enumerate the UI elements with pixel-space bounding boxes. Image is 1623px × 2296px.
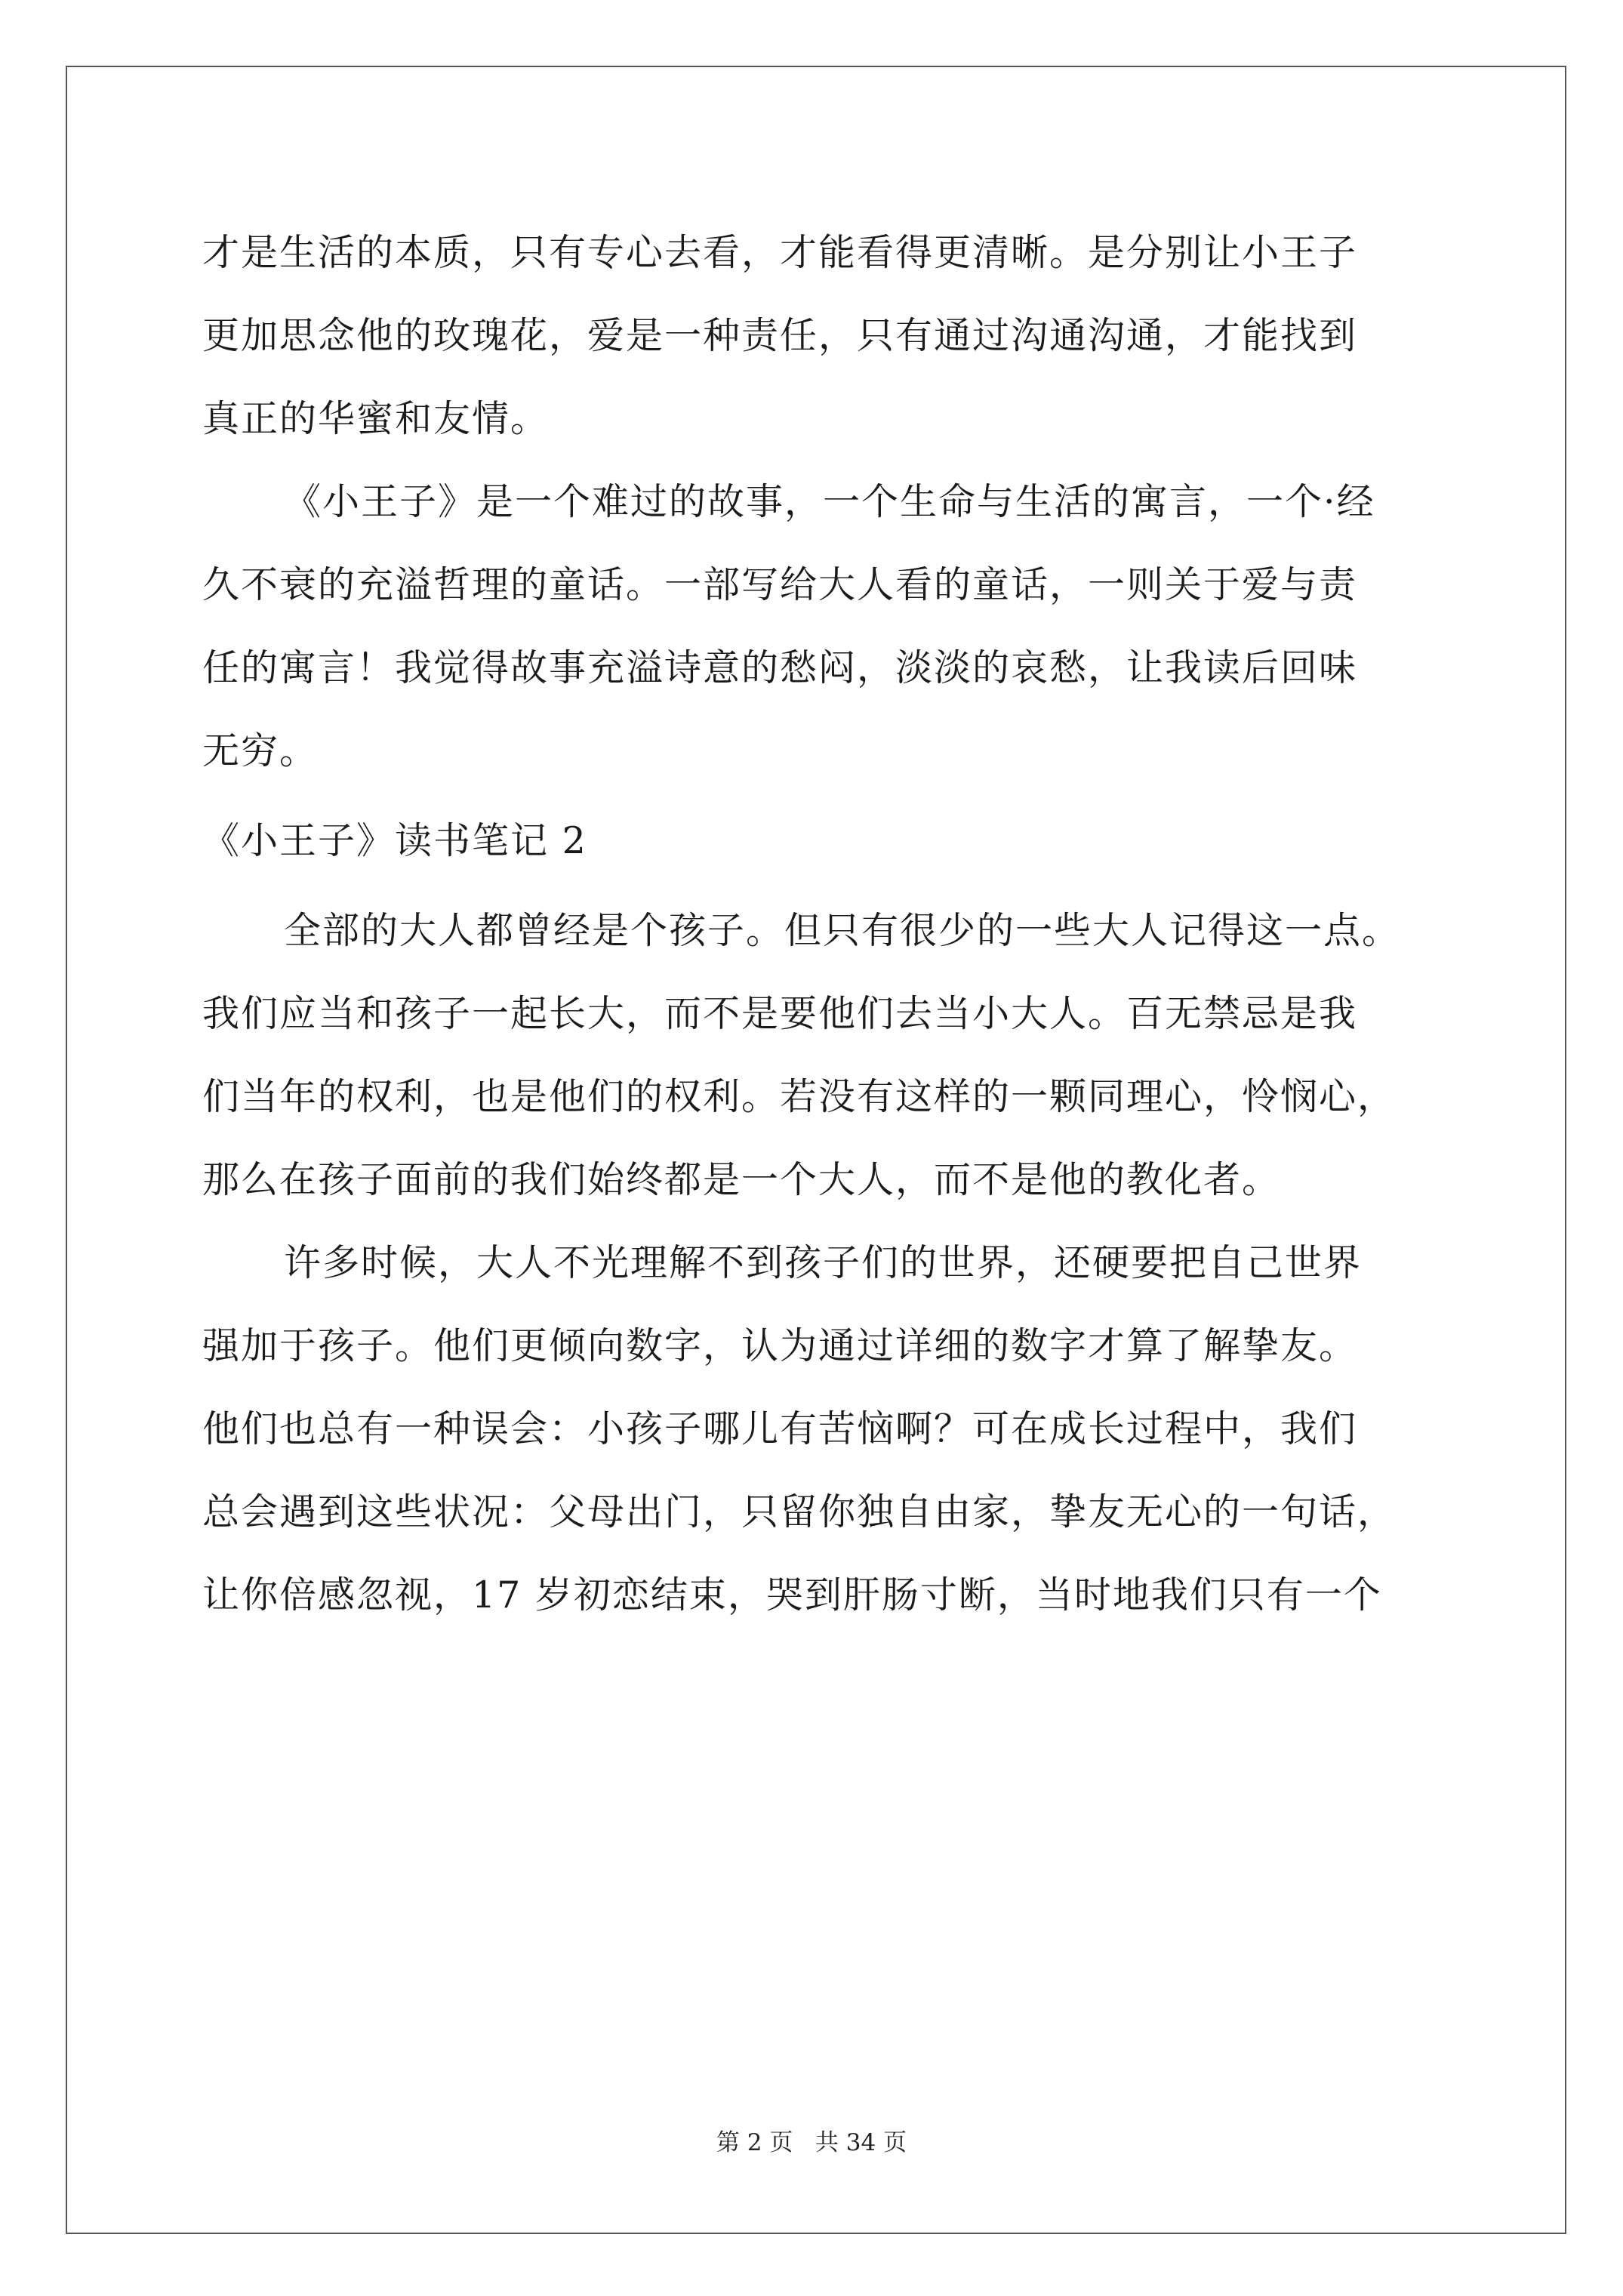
- page-footer: [0, 2123, 1623, 2157]
- page-number: 第 2 页: [716, 2129, 793, 2156]
- text-line: 久不衰的充溢哲理的童话。一部写给大人看的童话，一则关于爱与责: [202, 563, 1358, 606]
- text-line: 才是生活的本质，只有专心去看，才能看得更清晰。是分别让小王子: [202, 231, 1358, 274]
- document-body: [202, 211, 1440, 1637]
- text-line: 更加思念他的玫瑰花，爱是一种责任，只有通过沟通沟通，才能找到: [202, 314, 1358, 357]
- text-line: 我们应当和孩子一起长大，而不是要他们去当小大人。百无禁忌是我: [202, 992, 1358, 1035]
- text-line: 真正的华蜜和友情。: [202, 397, 550, 440]
- text-line: 全部的大人都曾经是个孩子。但只有很少的一些大人记得这一点。: [284, 909, 1401, 952]
- text-line: 强加于孩子。他们更倾向数字，认为通过详细的数字才算了解挚友。: [202, 1324, 1358, 1367]
- text-line: 任的寓言！我觉得故事充溢诗意的愁闷，淡淡的哀愁，让我读后回味: [202, 646, 1358, 689]
- section-heading: 《小王子》读书笔记 2: [202, 819, 587, 862]
- text-line: 无穷。: [202, 729, 319, 772]
- text-line: 们当年的权利，也是他们的权利。若没有这样的一颗同理心，怜悯心，: [202, 1075, 1397, 1118]
- text-line: 让你倍感忽视，17 岁初恋结束，哭到肝肠寸断，当时地我们只有一个: [202, 1573, 1382, 1616]
- text-line: 那么在孩子面前的我们始终都是一个大人，而不是他的教化者。: [202, 1158, 1281, 1201]
- page-total: 共 34 页: [815, 2129, 907, 2156]
- text-line: 总会遇到这些状况：父母出门，只留你独自由家，挚友无心的一句话，: [202, 1490, 1397, 1533]
- text-line: 《小王子》是一个难过的故事，一个生命与生活的寓言，一个·经: [284, 480, 1375, 523]
- text-line: 他们也总有一种误会：小孩子哪儿有苦恼啊？可在成长过程中，我们: [202, 1407, 1358, 1450]
- text-line: 许多时候，大人不光理解不到孩子们的世界，还硬要把自己世界: [284, 1241, 1363, 1284]
